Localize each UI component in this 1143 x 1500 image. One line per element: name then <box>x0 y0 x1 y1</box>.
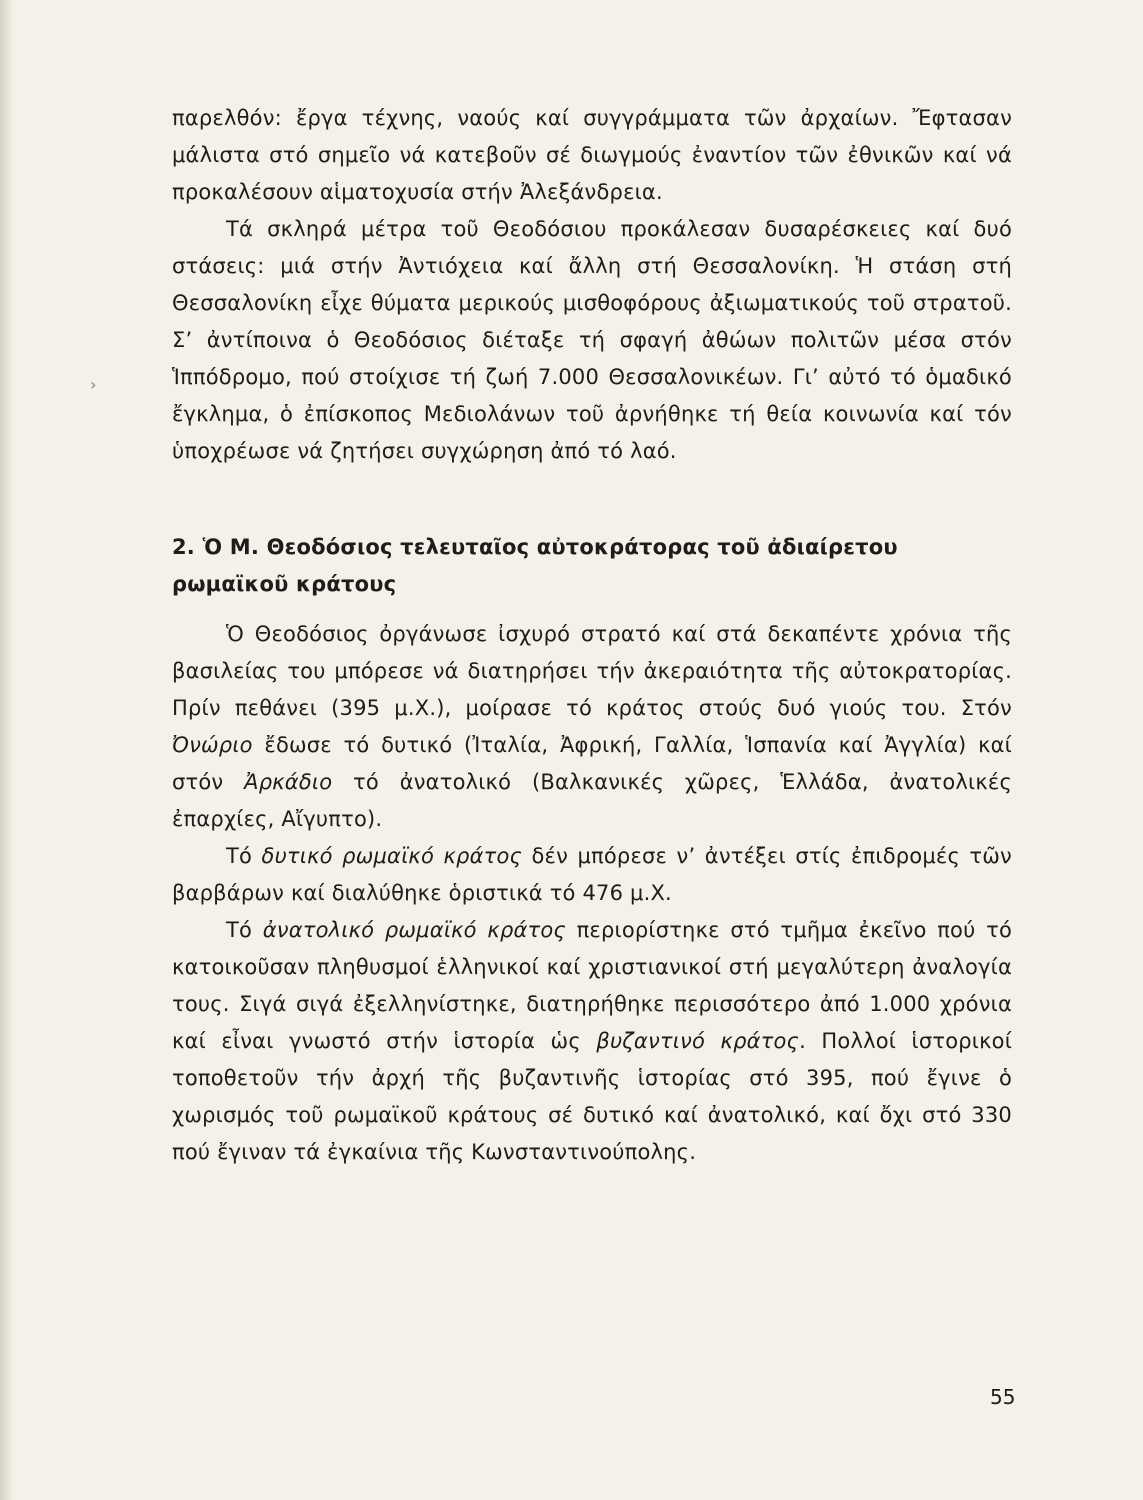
paragraph-1: παρελθόν: ἔργα τέχνης, ναούς καί συγγράμματα τῶν ἀρχαίων. Ἔφτασαν μάλιστα στό σημεῖο νά κατεβοῦν σέ διωγμούς ἐναντίον τῶν ἐθνικῶν καί νά προκαλέσουν αἱματοχυσία στήν Ἀλεξάνδρεια. <box>172 106 1012 204</box>
margin-mark: › <box>90 375 97 394</box>
page-edge-shadow <box>0 0 14 1500</box>
paragraph-5 <box>172 912 1012 1171</box>
paragraph-3-text-a: Ὁ Θεοδόσιος ὀργάνωσε ἰσχυρό στρατό καί στά δεκαπέντε χρόνια τῆς βασιλείας του μπόρεσε νά διατηρήσει τήν ἀκεραιότητα τῆς αὐτοκρατορίας. Πρίν πεθάνει (395 μ.Χ.), μοίρασε τό κράτος στούς δυό γιούς του. Στόν <box>172 622 1012 720</box>
paragraph-3-italic-arcadius: Ἀρκάδιο <box>244 770 333 794</box>
paragraph-5-italic-byzantine: βυζαντινό κράτος <box>596 1029 800 1053</box>
paragraph-4-text-a: Τό <box>226 844 262 868</box>
paragraph-5-text-a: Τό <box>226 918 263 942</box>
paragraph-4 <box>172 838 1012 912</box>
paragraph-4-italic-western: δυτικό ρωμαϊκό κράτος <box>261 844 523 868</box>
paragraph-5-text-b: περιορίστηκε στό τμῆμα ἐκεῖνο πού τό κατοικοῦσαν πληθυσμοί ἑλληνικοί καί χριστιανικοί στή μεγαλύτερη ἀναλογία τους. Σιγά σιγά ἐξελληνίστηκε, διατηρήθηκε περισσότερο ἀπό 1.000 χρόνια καί εἶναι γνωστό στήν ἱστορία ὡς <box>172 918 1012 1053</box>
paragraph-5-text-c: . Πολλοί ἱστορικοί τοποθετοῦν τήν ἀρχή τῆς βυζαντινῆς ἱστορίας στό 395, πού ἔγινε ὁ χωρισμός τοῦ ρωμαϊκοῦ κράτους σέ δυτικό καί ἀνατολικό, καί ὄχι στό 330 πού ἔγιναν τά ἐγκαίνια τῆς Κωνσταντινούπολης. <box>172 1029 1013 1164</box>
paragraph-4-text-b: δέν μπόρεσε ν’ ἀντέξει στίς ἐπιδρομές τῶν βαρβάρων καί διαλύθηκε ὁριστικά τό 476 μ.Χ. <box>172 844 1012 905</box>
section-heading-line2: ρωμαϊκοῦ κράτους <box>172 572 397 596</box>
paragraph-2: Τά σκληρά μέτρα τοῦ Θεοδόσιου προκάλεσαν δυσαρέσκειες καί δυό στάσεις: μιά στήν Ἀντιόχεια καί ἄλλη στή Θεσσαλονίκη. Ἡ στάση στή Θεσσαλονίκη εἶχε θύματα μερικούς μισθοφόρους ἀξιωματικούς τοῦ στρατοῦ. Σ’ ἀντίποινα ὁ Θεοδόσιος διέταξε τή σφαγή ἀθώων πολιτῶν μέσα στόν Ἱππόδρομο, πού στοίχισε τή ζωή 7.000 Θεσσαλονικέων. Γι’ αὐτό τό ὁμαδικό ἔγκλημα, ὁ ἐπίσκοπος Μεδιολάνων τοῦ ἀρνήθηκε τή θεία κοινωνία καί τόν ὑποχρέωσε νά ζητήσει συγχώρηση ἀπό τό λαό. <box>172 217 1012 463</box>
paragraph-3-text-c: τό ἀνατολικό (Βαλκανικές χῶρες, Ἑλλάδα, ἀνατολικές ἐπαρχίες, Αἴγυπτο). <box>172 770 1012 831</box>
section-heading <box>172 529 1012 603</box>
page-number: 55 <box>990 1385 1016 1409</box>
paragraph-3 <box>172 616 1012 838</box>
section-heading-line1: 2. Ὁ Μ. Θεοδόσιος τελευταῖος αὐτοκράτορας τοῦ ἀδιαίρετου <box>172 535 898 559</box>
paragraph-5-italic-eastern: ἀνατολικό ρωμαϊκό κράτος <box>262 918 566 942</box>
paragraph-3-italic-honorius: Ὀνώριο <box>172 733 253 757</box>
paragraph-3-text-b: ἔδωσε τό δυτικό (Ἰταλία, Ἀφρική, Γαλλία, Ἱσπανία καί Ἀγγλία) καί στόν <box>172 733 1012 794</box>
page-content <box>172 100 1012 1171</box>
